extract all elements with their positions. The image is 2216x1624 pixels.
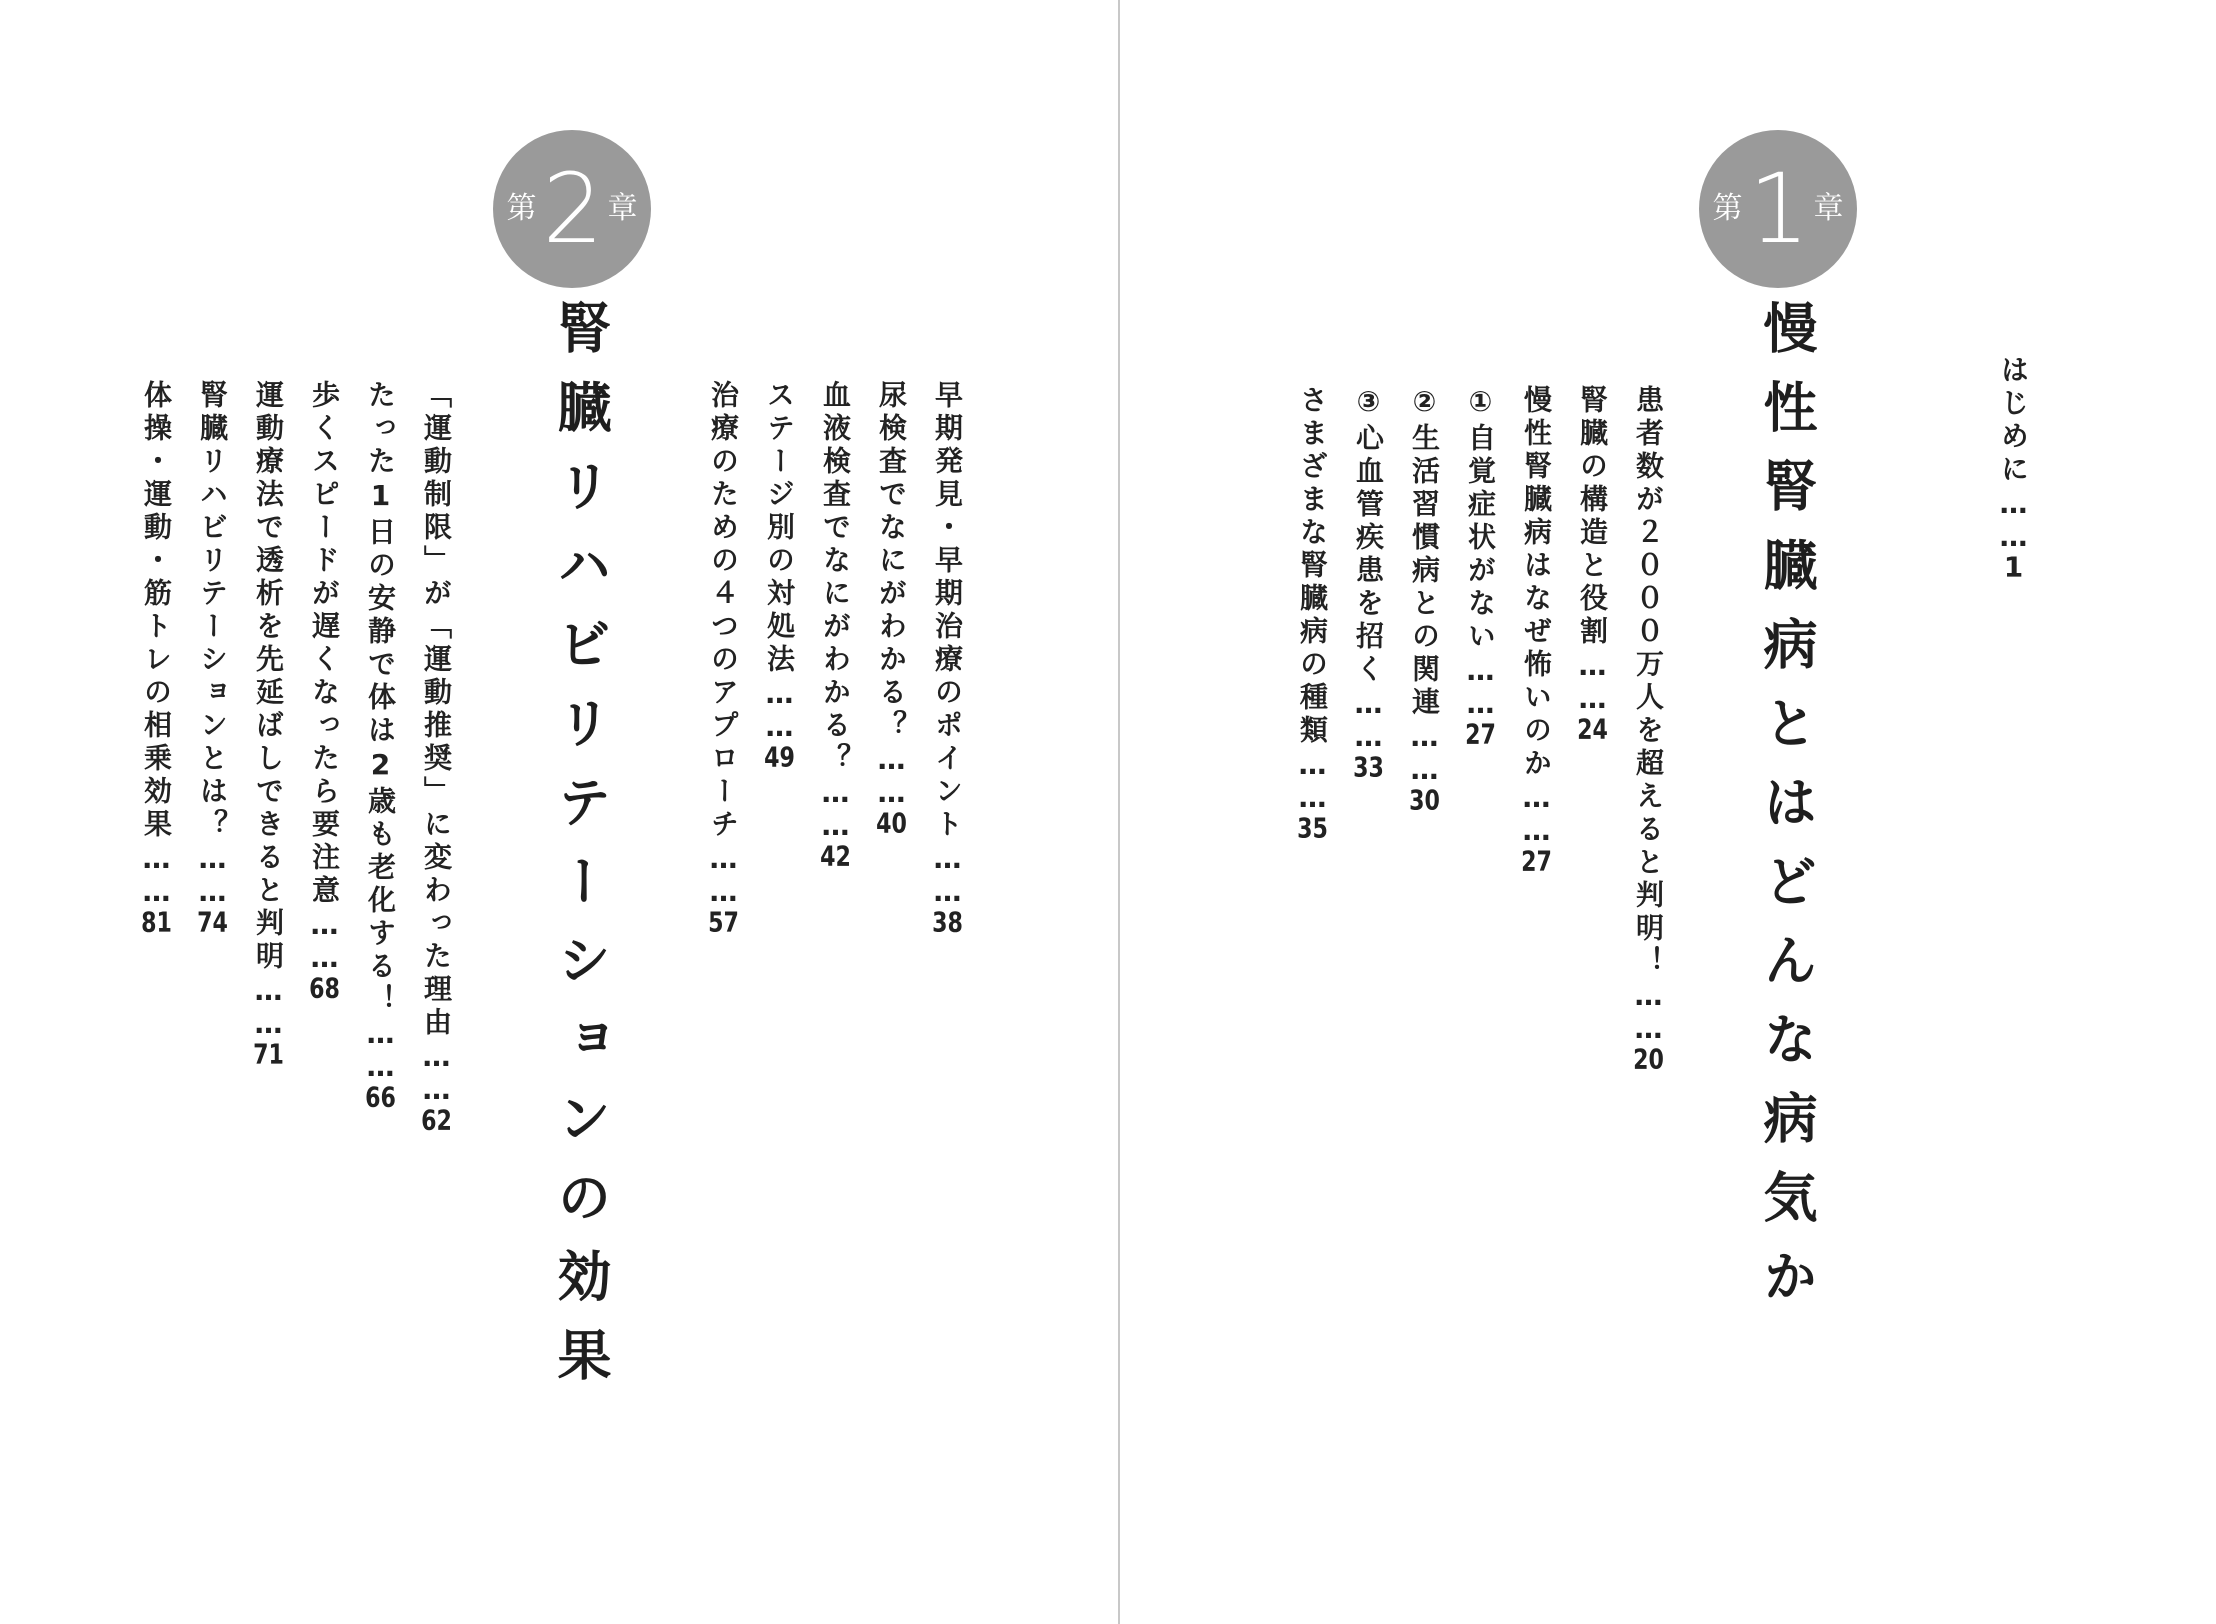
toc-item[interactable] [307, 380, 341, 1134]
toc-page-number: 42 [820, 842, 851, 870]
toc-dots: …… [763, 677, 796, 743]
toc-page-number: 74 [197, 908, 228, 936]
toc-page-number: 66 [365, 1083, 396, 1111]
toc-item[interactable] [1351, 385, 1385, 1073]
toc-item-text: 「運動制限」が「運動推奨」に変わった理由 [420, 380, 453, 1040]
toc-dots: …… [1408, 720, 1441, 786]
toc-item-text: 慢性腎臓病はなぜ怖いのか [1520, 385, 1553, 781]
toc-dots: …… [1576, 649, 1609, 715]
chapter-number: 2 [542, 153, 602, 265]
chapter-number: 1 [1748, 153, 1808, 265]
toc-item-text: 治療のための４つのアプローチ [707, 380, 740, 842]
toc-item[interactable] [930, 380, 964, 936]
toc-item-text: たった1日の安静で体は2歳も老化する！ [364, 380, 397, 1017]
toc-item-text: 血液検査でなにがわかる？ [819, 380, 852, 776]
toc-dots: …… [1464, 654, 1497, 720]
toc-item[interactable] [251, 380, 285, 1134]
toc-dots: …… [252, 974, 285, 1040]
toc-item-text: はじめに [1997, 355, 2030, 487]
toc-dots: …… [1296, 748, 1329, 814]
toc-item-text: 体操・運動・筋トレの相乗効果 [140, 380, 173, 842]
toc-page-number: 35 [1297, 814, 1328, 842]
toc-item[interactable] [1295, 385, 1329, 1073]
toc-item-text: 歩くスピードが遅くなったら要注意 [308, 380, 341, 908]
toc-item-text: 尿検査でなにがわかる？ [875, 380, 908, 743]
toc-page-number: 71 [253, 1040, 284, 1068]
toc-item[interactable] [1407, 385, 1441, 1073]
toc-dots: …… [196, 842, 229, 908]
toc-item-text: 患者数が２０００万人を超えると判明！ [1632, 385, 1665, 979]
toc-dots: …… [1520, 781, 1553, 847]
toc-dots: …… [875, 743, 908, 809]
toc-item[interactable] [419, 380, 453, 1134]
toc-page-number: 62 [421, 1106, 452, 1134]
toc-page-number: 1 [2003, 553, 2024, 581]
toc-page-number: 57 [708, 908, 739, 936]
toc-page-number: 30 [1409, 786, 1440, 814]
page-divider [1118, 0, 1120, 1624]
toc-item[interactable] [363, 380, 397, 1134]
toc-item[interactable] [874, 380, 908, 936]
chapter-suffix: 章 [1813, 191, 1844, 226]
toc-page-number: 40 [876, 809, 907, 837]
toc-dots: …… [364, 1017, 397, 1083]
toc-item[interactable] [1519, 385, 1553, 1073]
toc-item-text: 運動療法で透析を先延ばしできると判明 [252, 380, 285, 974]
toc-page-number: 33 [1353, 753, 1384, 781]
chapter-2-title: 腎臓リハビリテーションの効果 [549, 300, 612, 1406]
toc-item[interactable] [762, 380, 796, 936]
toc-dots: …… [931, 842, 964, 908]
toc-item[interactable] [1575, 385, 1609, 1073]
chapter-prefix: 第 [1712, 191, 1743, 226]
toc-page-number: 27 [1465, 720, 1496, 748]
toc-item-text: 腎臓の構造と役割 [1576, 385, 1609, 649]
toc-dots: …… [420, 1040, 453, 1106]
toc-item-text: ③心血管疾患を招く [1352, 385, 1385, 687]
toc-page-number: 68 [309, 974, 340, 1002]
toc-item-text: 早期発見・早期治療のポイント [931, 380, 964, 842]
toc-item[interactable] [195, 380, 229, 1134]
toc-dots: …… [140, 842, 173, 908]
chapter-1-title: 慢性腎臓病とはどんな病気か [1755, 300, 1818, 1327]
toc-item[interactable] [706, 380, 740, 936]
toc-page-number: 20 [1633, 1045, 1664, 1073]
toc-item-text: さまざまな腎臓病の種類 [1296, 385, 1329, 748]
chapter-2-toc-group-2 [139, 380, 453, 1134]
chapter-2-toc-group-1 [706, 380, 964, 936]
toc-page-number: 27 [1521, 847, 1552, 875]
toc-item-text: ①自覚症状がない [1464, 385, 1497, 654]
toc-dots: …… [1352, 687, 1385, 753]
toc-dots: …… [1632, 979, 1665, 1045]
toc-item-text: ステージ別の対処法 [763, 380, 796, 677]
toc-dots: …… [308, 908, 341, 974]
toc-page-number: 24 [1577, 715, 1608, 743]
chapter-1-toc [1295, 385, 1665, 1073]
toc-item-text: ②生活習慣病との関連 [1408, 385, 1441, 720]
chapter-1-badge [1699, 130, 1857, 288]
toc-page-number: 81 [141, 908, 172, 936]
chapter-2-badge [493, 130, 651, 288]
toc-item[interactable] [139, 380, 173, 1134]
toc-page-number: 38 [932, 908, 963, 936]
intro-toc [1996, 355, 2030, 581]
toc-dots: …… [819, 776, 852, 842]
chapter-suffix: 章 [607, 191, 638, 226]
toc-dots: …… [707, 842, 740, 908]
toc-item[interactable] [1631, 385, 1665, 1073]
toc-dots: …… [1997, 487, 2030, 553]
toc-item-intro[interactable] [1996, 355, 2030, 581]
chapter-prefix: 第 [506, 191, 537, 226]
toc-item[interactable] [818, 380, 852, 936]
toc-page-number: 49 [764, 743, 795, 771]
toc-item[interactable] [1463, 385, 1497, 1073]
toc-item-text: 腎臓リハビリテーションとは？ [196, 380, 229, 842]
